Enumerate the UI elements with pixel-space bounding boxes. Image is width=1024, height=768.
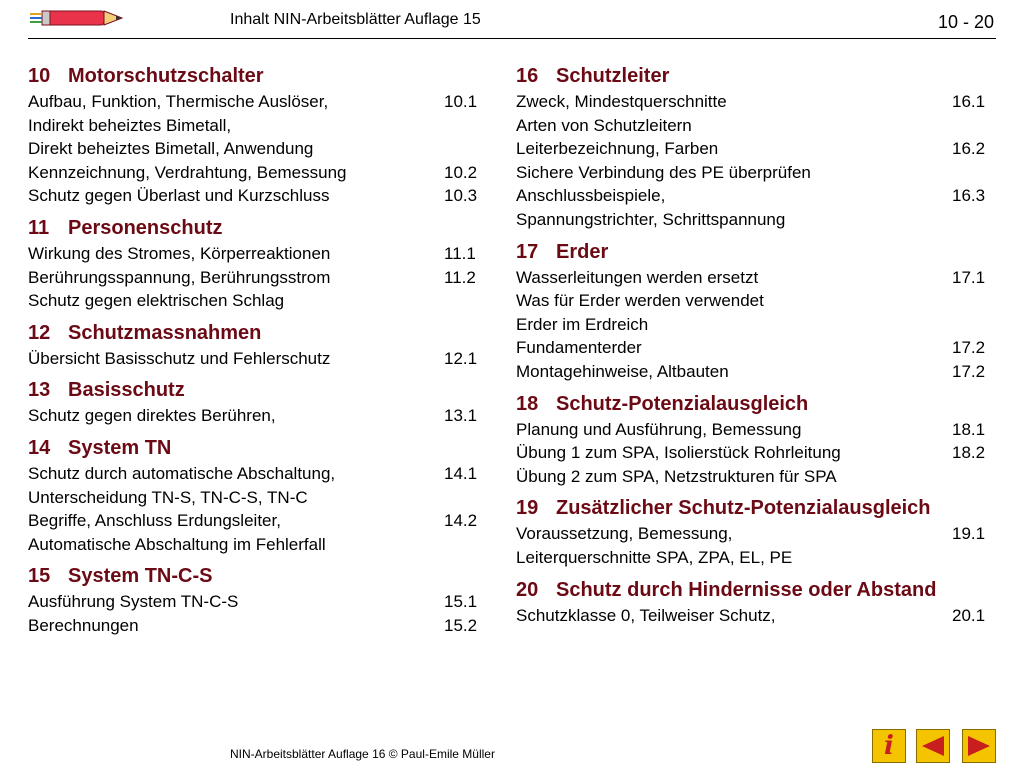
toc-entry[interactable] [28,462,482,486]
toc-entry[interactable] [28,404,482,428]
section-heading[interactable] [28,434,482,462]
entry-text: Aufbau, Funktion, Thermische Auslöser, [28,92,329,111]
section-heading[interactable] [516,576,990,604]
entry-page-ref: 17.1 [952,267,986,287]
toc-entry[interactable] [28,614,482,638]
entry-text: Voraussetzung, Bemessung, [516,524,733,544]
section-title: Erder [556,240,609,263]
toc-entry[interactable] [516,360,990,384]
toc-entry[interactable] [516,465,990,489]
section-heading[interactable] [516,390,990,418]
toc-section-12 [28,319,482,371]
entry-page-ref: 14.2 [444,511,478,531]
entry-text: Was für Erder werden verwendet [516,291,764,311]
toc-section-20 [516,576,990,628]
entry-page-ref: 16.2 [952,139,986,159]
toc-entry[interactable] [28,590,482,614]
section-title: System TN-C-S [68,565,213,588]
document-title: Inhalt NIN-Arbeitsblätter Auflage 15 [230,11,481,28]
section-title: Schutz durch Hindernisse oder Abstand [556,578,937,601]
entry-text: Leiterquerschnitte SPA, ZPA, EL, PE [516,547,793,567]
entry-text: Ausführung System TN-C-S [28,592,239,612]
toc-entry[interactable] [28,266,482,290]
toc-entry[interactable] [516,289,990,313]
section-title: Motorschutzschalter [68,65,264,87]
entry-text: Planung und Ausführung, Bemessung [516,419,802,439]
toc-entry[interactable] [28,184,482,208]
toc-section-17 [516,238,990,384]
entry-text: Begriffe, Anschluss Erdungsleiter, [28,511,281,531]
section-heading[interactable] [28,319,482,347]
entry-text: Montagehinweise, Altbauten [516,361,729,381]
toc-entry[interactable] [516,336,990,360]
page-number: 10 - 20 [937,12,994,32]
section-heading[interactable] [28,376,482,404]
toc-section-15 [28,562,482,637]
entry-text: Schutz gegen elektrischen Schlag [28,291,285,311]
entry-text: Berührungsspannung, Berührungsstrom [28,267,331,287]
toc-section-19 [516,494,990,569]
entry-page-ref: 16.3 [952,186,986,206]
entry-text: Anschlussbeispiele, [516,186,666,206]
toc-section-11 [28,214,482,313]
toc-entry[interactable] [516,137,990,161]
entry-page-ref: 19.1 [952,524,986,544]
toc-entry[interactable] [28,509,482,533]
section-title: Schutzmassnahmen [68,321,262,344]
entry-text: Indirekt beheiztes Bimetall, [28,115,232,135]
entry-page-ref: 13.1 [444,406,478,426]
toc-entry[interactable] [516,418,990,442]
entry-page-ref [952,208,990,232]
entry-page-ref [952,465,990,489]
entry-text: Leiterbezeichnung, Farben [516,139,719,159]
entry-text: Übung 2 zum SPA, Netzstrukturen für SPA [516,466,837,486]
info-button[interactable] [872,729,906,763]
entry-page-ref: 16.1 [952,92,986,111]
toc-entry[interactable] [516,161,990,185]
entry-text: Sichere Verbindung des PE überprüfen [516,162,811,182]
entry-page-ref: 10.1 [444,92,478,111]
section-heading[interactable] [516,62,990,90]
entry-page-ref [444,137,482,161]
section-number: 12 [28,321,51,344]
cable-pencil-logo-icon [28,8,124,28]
section-heading[interactable] [28,562,482,590]
section-title: Personenschutz [68,216,223,239]
header-divider [28,38,996,39]
toc-entry[interactable] [28,161,482,185]
toc-entry[interactable] [516,184,990,208]
entry-page-ref: 10.2 [444,162,478,182]
entry-text: Übung 1 zum SPA, Isolierstück Rohrleitung [516,443,841,463]
section-number: 13 [28,379,51,402]
previous-page-button[interactable] [916,729,950,763]
entry-page-ref [952,313,990,337]
entry-page-ref: 15.1 [444,592,478,612]
arrow-right-icon [966,735,992,757]
entry-page-ref [952,161,990,185]
toc-entry[interactable] [28,289,482,313]
entry-page-ref [444,289,482,313]
section-title: System TN [68,436,172,459]
entry-page-ref: 11.2 [444,267,476,287]
toc-entry[interactable] [516,604,990,628]
entry-page-ref: 17.2 [952,361,986,381]
entry-page-ref: 12.1 [444,348,478,368]
toc-entry[interactable] [516,90,990,114]
section-number: 16 [516,65,539,87]
entry-page-ref: 14.1 [444,463,478,483]
entry-page-ref [952,289,990,313]
toc-entry[interactable] [516,208,990,232]
section-number: 10 [28,65,51,87]
entry-page-ref: 20.1 [952,605,986,625]
section-number: 19 [516,497,539,520]
section-number: 20 [516,578,539,601]
toc-section-10 [28,62,482,208]
section-title: Basisschutz [68,379,185,402]
toc-right-column [516,62,990,633]
section-number: 17 [516,240,539,263]
section-heading[interactable] [516,238,990,266]
entry-text: Erder im Erdreich [516,314,649,334]
entry-text: Fundamenterder [516,338,642,358]
info-icon: i [884,731,894,761]
section-number: 15 [28,565,51,588]
section-title: Zusätzlicher Schutz-Potenzialausgleich [556,497,931,520]
section-heading[interactable] [28,214,482,242]
entry-page-ref: 15.2 [444,615,478,635]
entry-text: Arten von Schutzleitern [516,115,692,135]
section-number: 18 [516,392,539,415]
toc-left-column [28,62,482,644]
section-number: 14 [28,436,51,459]
toc-section-14 [28,434,482,556]
toc-entry[interactable] [516,266,990,290]
entry-page-ref: 18.2 [952,443,986,463]
entry-text: Kennzeichnung, Verdrahtung, Bemessung [28,162,347,182]
entry-page-ref: 10.3 [444,186,478,206]
entry-text: Spannungstrichter, Schrittspannung [516,209,786,229]
entry-text: Wirkung des Stromes, Körperreaktionen [28,243,331,263]
toc-section-18 [516,390,990,489]
entry-page-ref [444,533,482,557]
entry-page-ref [952,546,990,570]
entry-page-ref: 11.1 [444,243,476,263]
toc-entry[interactable] [28,533,482,557]
arrow-left-icon [920,735,946,757]
entry-page-ref [444,114,482,138]
section-number: 11 [28,216,50,239]
entry-page-ref [444,486,482,510]
toc-entry[interactable] [28,90,482,114]
entry-text: Übersicht Basisschutz und Fehlerschutz [28,348,331,368]
toc-entry[interactable] [516,522,990,546]
entry-text: Berechnungen [28,615,139,635]
entry-text: Direkt beheiztes Bimetall, Anwendung [28,139,314,159]
section-heading[interactable] [28,62,482,90]
toc-entry[interactable] [28,486,482,510]
section-heading[interactable] [516,494,990,522]
toc-entry[interactable] [28,137,482,161]
toc-entry[interactable] [516,114,990,138]
entry-text: Unterscheidung TN-S, TN-C-S, TN-C [28,487,308,507]
entry-text: Wasserleitungen werden ersetzt [516,267,759,287]
entry-text: Automatische Abschaltung im Fehlerfall [28,534,326,554]
section-title: Schutzleiter [556,65,670,87]
toc-section-16 [516,62,990,232]
entry-text: Schutz gegen Überlast und Kurzschluss [28,186,330,206]
toc-entry[interactable] [516,441,990,465]
section-title: Schutz-Potenzialausgleich [556,392,809,415]
entry-text: Schutzklasse 0, Teilweiser Schutz, [516,605,776,625]
entry-text: Schutz gegen direktes Berühren, [28,406,276,426]
entry-page-ref: 18.1 [952,419,986,439]
entry-page-ref [952,114,990,138]
entry-text: Schutz durch automatische Abschaltung, [28,463,336,483]
toc-entry[interactable] [516,546,990,570]
entry-text: Zweck, Mindestquerschnitte [516,92,727,111]
toc-entry[interactable] [28,347,482,371]
toc-entry[interactable] [28,242,482,266]
footer-copyright: NIN-Arbeitsblätter Auflage 16 © Paul-Emile Müller [230,747,495,761]
next-page-button[interactable] [962,729,996,763]
toc-entry[interactable] [28,114,482,138]
entry-page-ref: 17.2 [952,338,986,358]
toc-section-13 [28,376,482,428]
toc-entry[interactable] [516,313,990,337]
